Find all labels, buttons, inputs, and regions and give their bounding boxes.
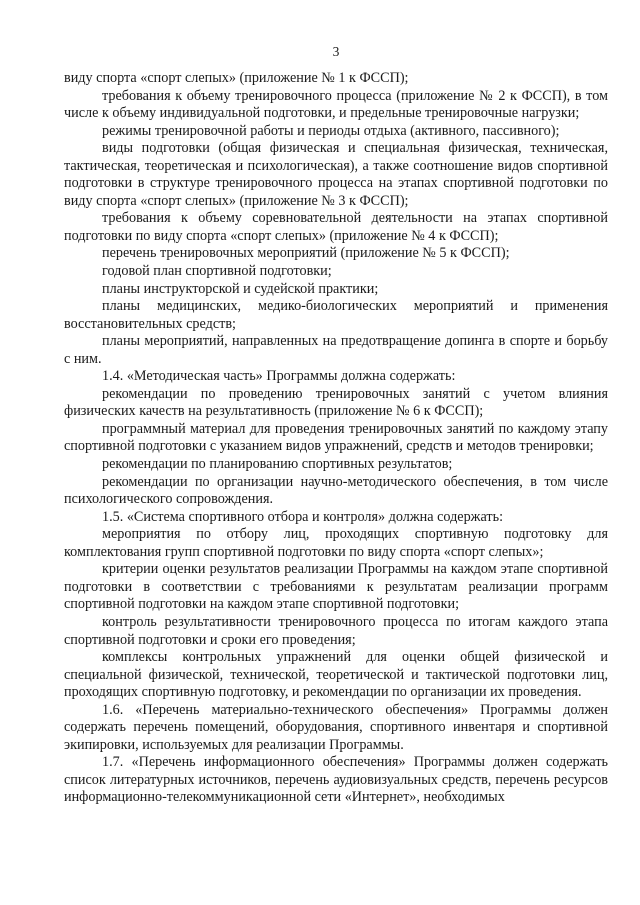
paragraph: критерии оценки результатов реализации Программы на каждом этапе спортивной подготовки в соответствии с требованиями к результатам реализации программ спортивной подготовки на каждом этапе спортивной подготовки; (64, 561, 608, 613)
paragraph: перечень тренировочных мероприятий (приложение № 5 к ФССП); (102, 245, 510, 262)
paragraph: контроль результативности тренировочного процесса по итогам каждого этапа спортивной подготовки и сроки его проведения; (64, 613, 608, 648)
paragraph: рекомендации по проведению тренировочных занятий с учетом влияния физических качеств на результативность (приложение № 6 к ФССП); (64, 385, 608, 420)
paragraph: мероприятия по отбору лиц, проходящих спортивную подготовку для комплектования групп спортивной подготовки по виду спорта «спорт слепых»; (64, 526, 608, 560)
section-1-7: 1.7. «Перечень информационного обеспечения» Программы должен содержать список литературных источников, перечень аудиовизуальных средств, перечень ресурсов информационно-телекоммуникационной сети «Интернет», необходимых (64, 754, 608, 806)
paragraph: комплексы контрольных упражнений для оценки общей физической и специальной физической, технической, теоретической и тактической подготовки лиц, проходящих спортивную подготовку, и рекомендации по организации их проведения. (64, 649, 608, 701)
paragraph: планы инструкторской и судейской практики; (102, 280, 379, 297)
section-heading-1-5: 1.5. «Система спортивного отбора и контроля» должна содержать: (102, 508, 504, 525)
paragraph: планы мероприятий, направленных на предотвращение допинга в спорте и борьбу с ним. (64, 333, 608, 367)
paragraph: виду спорта «спорт слепых» (приложение № 1 к ФССП); (64, 70, 409, 86)
paragraph: рекомендации по организации научно-методического обеспечения, в том числе психологического сопровождения. (64, 473, 608, 508)
paragraph: годовой план спортивной подготовки; (102, 263, 332, 280)
page-number: 3 (332, 44, 340, 59)
paragraph: программный материал для проведения тренировочных занятий по каждому этапу спортивной подготовки с указанием видов упражнений, средств и методов тренировки; (64, 420, 608, 455)
paragraph: планы медицинских, медико-биологических мероприятий и применения восстановительных средств; (64, 298, 608, 332)
paragraph: виды подготовки (общая физическая и специальная физическая, техническая, тактическая, теоретическая и психологическая), а также соотношение видов спортивной подготовки в структуре тренировочного процесса на этапах спортивной подготовки по виду спорта «спорт слепых» (приложение № 3 к ФССП); (64, 140, 608, 209)
paragraph: режимы тренировочной работы и периоды отдыха (активного, пассивного); (102, 122, 560, 139)
paragraph: рекомендации по планированию спортивных результатов; (102, 456, 453, 473)
document-body (64, 70, 608, 807)
paragraph: требования к объему тренировочного процесса (приложение № 2 к ФССП), в том числе к объему индивидуальной подготовки, и предельные тренировочные нагрузки; (64, 87, 608, 122)
section-heading-1-4: 1.4. «Методическая часть» Программы должна содержать: (102, 368, 456, 385)
paragraph: требования к объему соревновательной деятельности на этапах спортивной подготовки по виду спорта «спорт слепых» (приложение № 4 к ФССП); (64, 210, 608, 244)
section-1-6: 1.6. «Перечень материально-технического обеспечения» Программы должен содержать перечень помещений, оборудования, спортивного инвентаря и спортивной экипировки, используемых для реализации Программы. (64, 701, 608, 753)
